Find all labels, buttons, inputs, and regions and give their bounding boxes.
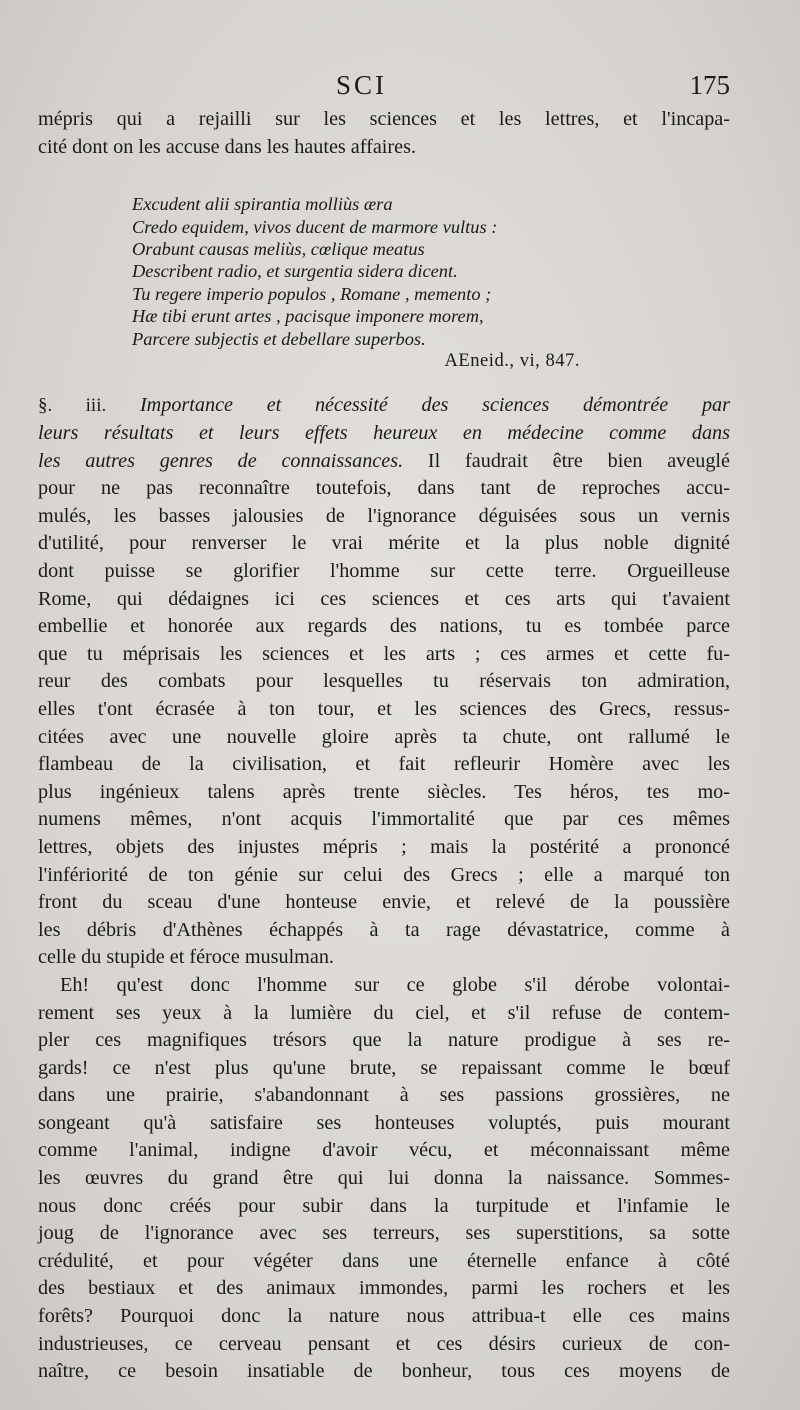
text-line: joug de l'ignorance avec ses terreurs, ses superstitions, sa sotte [38,1222,730,1245]
section-number: §. iii. [38,395,107,417]
text-line: crédulité, et pour végéter dans une éternelle enfance à côté [38,1249,730,1272]
text-line: rement ses yeux à la lumière du ciel, et s'il refuse de contem- [38,1001,730,1024]
text-line: numens mêmes, n'ont acquis l'immortalité que par ces mêmes [38,808,730,831]
section-title-part: les autres genres de connaissances. [38,449,404,472]
text-line: Rome, qui dédaignes ici ces sciences et ces arts qui t'avaient [38,587,730,610]
section-title-part: Importance et nécessité des sciences démontrée par [139,394,730,417]
section-title-part: leurs résultats et leurs effets heureux en médecine comme dans [38,422,730,445]
latin-verse-quotation [132,193,730,372]
text-line: naître, ce besoin insatiable de bonheur, tous ces moyens de [38,1360,730,1383]
text-line: comme l'animal, indigne d'avoir vécu, et méconnaissant même [38,1139,730,1162]
text-line: d'utilité, pour renverser le vrai mérite et la plus noble dignité [38,532,730,555]
text-line: mulés, les basses jalousies de l'ignorance déguisées sous un vernis [38,504,730,527]
text-line: gards! ce n'est plus qu'une brute, se repaissant comme le bœuf [38,1056,730,1079]
text-line: plus ingénieux talens après trente siècles. Tes héros, tes mo- [38,780,730,803]
running-head: SCI [336,70,388,100]
page-header [38,70,730,106]
text-line [38,448,730,476]
text-line: Eh! qu'est donc l'homme sur ce globe s'il dérobe volontai- [60,973,730,996]
paragraph-2 [38,972,730,1386]
text-line: elles t'ont écrasée à ton tour, et les sciences des Grecs, ressus- [38,697,730,720]
verse-line: Credo equidem, vivos ducent de marmore vultus : [132,216,498,237]
text-line: pour ne pas reconnaître toutefois, dans tant de reproches accu- [38,477,730,500]
opening-text [38,106,730,161]
text-line: dans une prairie, s'abandonnant à ses passions grossières, ne [38,1084,730,1107]
text-line: dont puisse se glorifier l'homme sur cette terre. Orgueilleuse [38,560,730,582]
section-heading-line [38,392,730,420]
text-line: mépris qui a rejailli sur les sciences et les lettres, et l'incapa- [38,108,730,130]
text-line: citées avec une nouvelle gloire après ta chute, ont rallumé le [38,725,730,748]
text-line: l'infériorité de ton génie sur celui des Grecs ; elle a marqué ton [38,863,730,886]
text-line: embellie et honorée aux regards des nations, tu es tombée parce [38,615,730,638]
verse-citation: AEneid., vi, 847. [444,350,580,372]
text-line: songeant qu'à satisfaire ses honteuses voluptés, puis mourant [38,1111,730,1134]
text-line: industrieuses, ce cerveau pensant et ces désirs curieux de con- [38,1332,730,1355]
text-line: cité dont on les accuse dans les hautes affaires. [38,135,417,158]
text-line: reur des combats pour lesquelles tu réservais ton admiration, [38,670,730,693]
text-line: des bestiaux et des animaux immondes, parmi les rochers et les [38,1277,730,1300]
section-3 [38,392,730,971]
text-line: forêts? Pourquoi donc la nature nous attribua-t elle ces mains [38,1305,730,1328]
verse-line: Hæ tibi erunt artes , pacisque imponere morem, [132,306,484,327]
text-line: flambeau de la civilisation, et fait refleurir Homère avec les [38,753,730,776]
text-line: les débris d'Athènes échappés à ta rage dévastatrice, comme à [38,918,730,941]
verse-line: Describent radio, et surgentia sidera dicent. [132,261,458,282]
text-line: celle du stupide et féroce musulman. [38,946,334,969]
page-number: 175 [689,70,730,100]
text-line: lettres, objets des injustes mépris ; mais la postérité a prononcé [38,835,730,858]
page-content [38,70,730,1386]
text-line: les œuvres du grand être qui lui donna la naissance. Sommes- [38,1167,730,1190]
verse-line: Parcere subjectis et debellare superbos. [132,328,426,349]
verse-line: Orabunt causas meliùs, cœlique meatus [132,239,425,259]
verse-line: Tu regere imperio populos , Romane , memento ; [132,283,492,304]
text-line: nous donc créés pour subir dans la turpitude et l'infamie le [38,1194,730,1217]
verse-line: Excudent alii spirantia molliùs æra [132,194,393,215]
text-line: front du sceau d'une honteuse envie, et relevé de la poussière [38,891,730,914]
section-text-start: Il faudrait être bien aveuglé [403,449,730,472]
text-line: pler ces magnifiques trésors que la nature prodigue à ses re- [38,1029,730,1052]
text-line: que tu méprisais les sciences et les arts ; ces armes et cette fu- [38,642,730,665]
